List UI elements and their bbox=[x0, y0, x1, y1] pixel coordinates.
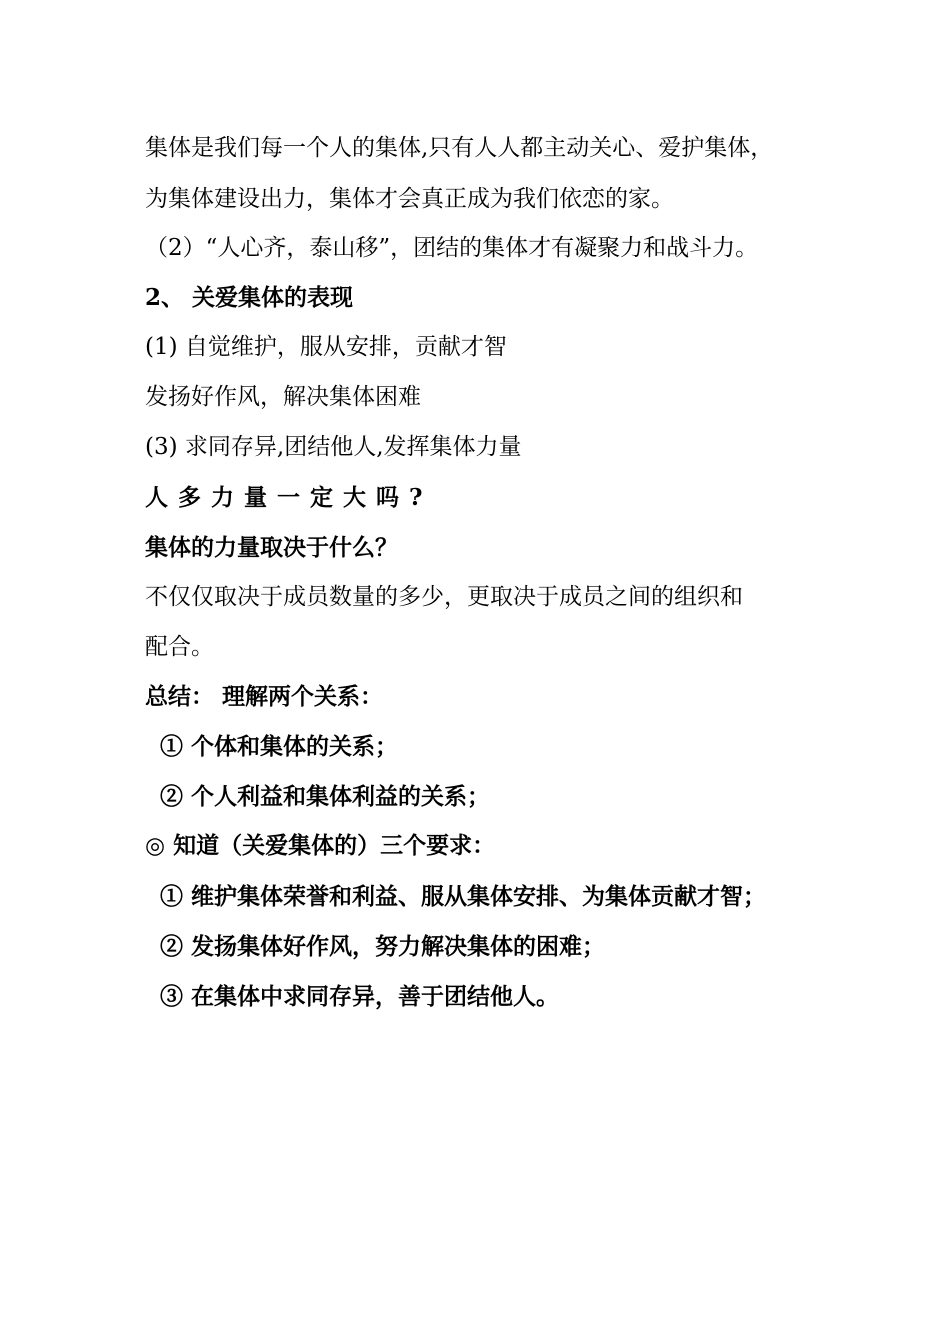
summary-item: ② 个人利益和集体利益的关系； bbox=[160, 783, 491, 810]
list-item: (3) 求同存异,团结他人,发挥集体力量 bbox=[145, 434, 522, 460]
paragraph-line: 配合。 bbox=[145, 634, 214, 660]
paragraph-line: 集体是我们每一个人的集体,只有人人都主动关心、爱护集体， bbox=[145, 135, 774, 161]
requirement-item: ③ 在集体中求同存异，善于团结他人。 bbox=[160, 983, 560, 1010]
question-heading: 人多力量一定大吗? bbox=[145, 484, 433, 511]
paragraph-line: 不仅仅取决于成员数量的多少，更取决于成员之间的组织和 bbox=[145, 584, 743, 610]
summary-item: ① 个体和集体的关系； bbox=[160, 733, 399, 760]
requirement-item: ① 维护集体荣誉和利益、服从集体安排、为集体贡献才智； bbox=[160, 883, 767, 910]
section-heading: 2、 关爱集体的表现 bbox=[145, 284, 354, 311]
question-heading: 集体的力量取决于什么？ bbox=[145, 534, 398, 561]
paragraph-line: 为集体建设出力，集体才会真正成为我们依恋的家。 bbox=[145, 186, 674, 212]
list-item: (1) 自觉维护，服从安排，贡献才智 bbox=[145, 334, 507, 360]
summary-heading: 总结： 理解两个关系： bbox=[145, 683, 384, 710]
requirements-heading: ◎ 知道（关爱集体的）三个要求： bbox=[145, 832, 496, 859]
requirement-item: ② 发扬集体好作风，努力解决集体的困难； bbox=[160, 933, 606, 960]
paragraph-line: （2）“人心齐，泰山移”，团结的集体才有凝聚力和战斗力。 bbox=[145, 235, 759, 261]
list-item: 发扬好作风，解决集体困难 bbox=[145, 384, 421, 410]
